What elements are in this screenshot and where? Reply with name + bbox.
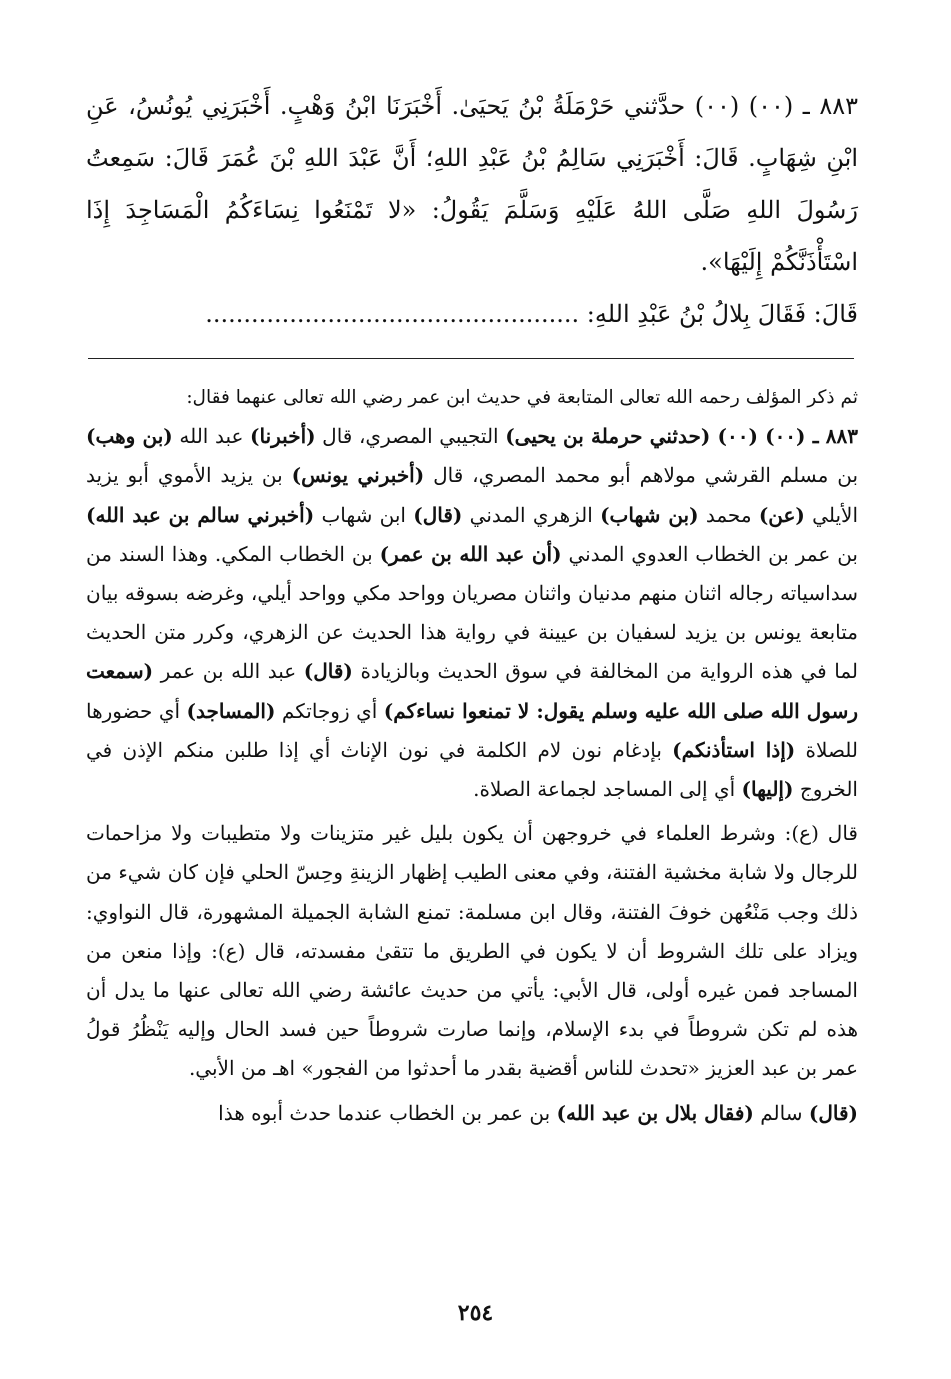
hadith-text-block — [86, 80, 858, 288]
commentary-paragraph-1 — [86, 417, 858, 809]
page-number: ٢٥٤ — [457, 1300, 494, 1326]
bold-quoted-segment: (إذا استأذنكم) — [672, 737, 796, 762]
commentary-p1-segments: ٨٨٣ ـ (٠٠) (٠٠) (حدثني حرملة بن يحيى) التجيبي المصري، قال (أخبرنا) عبد الله (بن وهب) بن مسلم القرشي مولاهم أبو محمد المصري، قال (أخبرني يونس) بن يزيد الأموي أبو يزيد الأيلي (عن) محمد (بن شهاب) الزهري المدني (قال) ابن شهاب (أخبرني سالم بن عبد الله) بن عمر بن الخطاب العدوي المدني (أن عبد الله بن عمر) بن الخطاب المكي. وهذا السند من سداسياته رجاله اثنان منهم مدنيان واثنان مصريان وواحد مكي وواحد أيلي، وغرضه بسوقه بيان متابعة يونس بن يزيد لسفيان بن عيينة في رواية هذا الحديث عن الزهري، وكرر متن الحديث لما في هذه الرواية من المخالفة في سوق الحديث وبالزيادة (قال) عبد الله بن عمر (سمعت رسول الله صلى الله عليه وسلم يقول: لا تمنعوا نساءكم) أي زوجاتكم (المساجد) أي حضورها للصلاة (إذا استأذنكم) بإدغام نون لام الكلمة في نون الإناث أي إذا طلبن منكم الإذن في الخروج (إليها) أي إلى المساجد لجماعة الصلاة. — [86, 424, 859, 802]
hadith-matn: ٨٨٣ ـ (٠٠) (٠٠) حدَّثني حَرْمَلَةُ بْنُ يَحيَىٰ. أَخْبَرَنَا ابْنُ وَهْبٍ. أَخْبَرَنِي يُونُسُ، عَنِ ابْنِ شِهَابٍ. قَالَ: أَخْبَرَنِي سَالِمُ بْنُ عَبْدِ اللهِ؛ أَنَّ عَبْدَ اللهِ بْنَ عُمَرَ قَالَ: سَمِعتُ رَسُولَ اللهِ صَلَّى اللهُ عَلَيْهِ وَسَلَّمَ يَقُولُ: «لا تَمْنَعُوا نِسَاءَكُمُ الْمَسَاجِدَ إِذَا اسْتَأْذَنَّكُمْ إِلَيْهَا». — [86, 92, 858, 276]
bold-quoted-segment: (أخبرنا) — [250, 424, 316, 449]
commentary-block — [86, 378, 858, 1133]
commentary-p3-segments: (قال) سالم (فقال بلال بن عبد الله) بن عمر بن الخطاب عندما حدث أبوه هذا — [218, 1100, 858, 1125]
ellipsis-dots: ................................................. — [205, 300, 580, 328]
commentary-paragraph-2: قال (ع): وشرط العلماء في خروجهن أن يكون بليل غير متزينات ولا متطيبات ولا مزاحمات للرجال ولا شابة مخشية الفتنة، وفي معنى الطيب إظهار الزينةِ وحِسّ الحلي فإن كان شيء من ذلك وجب مَنْعُهن خوفَ الفتنة، وقال ابن مسلمة: تمنع الشابة الجميلة المشهورة، قال النواوي: ويزاد على تلك الشروط أن لا يكون في الطريق ما تتقىٰ مفسدته، قال (ع): وإذا منعن من المساجد فمن غيره أولى، قال الأبي: يأتي من حديث عائشة رضي الله تعالى عنها ما يدل أن هذه لم تكن شروطاً في بدء الإسلام، وإنما صارت شروطاً حين فسد الحال وإليه يَنْظُرُ قولُ عمر بن عبد العزيز «تحدث للناس أقضية بقدر ما أحدثوا من الفجور» اهـ من الأبي. — [86, 821, 859, 1081]
bold-quoted-segment: (عن) — [758, 502, 805, 527]
bold-quoted-segment: (أن عبد الله بن عمر) — [379, 541, 562, 566]
bold-quoted-segment: (قال) — [413, 502, 463, 527]
bold-quoted-segment: ٨٨٣ ـ (٠٠) (٠٠) (حدثني حرملة بن يحيى) — [505, 424, 859, 449]
bold-quoted-segment: (فقال بلال بن عبد الله) — [556, 1100, 754, 1125]
bold-quoted-segment: (المساجد) — [186, 698, 276, 723]
bold-quoted-segment: (قال) — [808, 1100, 858, 1125]
commentary-intro: ثم ذكر المؤلف رحمه الله تعالى المتابعة في حديث ابن عمر رضي الله تعالى عنهما فقال: — [186, 387, 858, 408]
bold-quoted-segment: (إليها) — [741, 777, 794, 802]
bold-quoted-segment: (بن شهاب) — [600, 502, 699, 527]
bold-quoted-segment: (سمعت رسول الله صلى الله عليه وسلم يقول: لا تمنعوا نساءكم) — [86, 659, 858, 723]
commentary-paragraph-3 — [86, 1094, 858, 1133]
bold-quoted-segment: (أخبرني سالم بن عبد الله) — [86, 502, 315, 527]
footnote-divider — [88, 358, 854, 359]
qala-text: قَالَ: فَقَالَ بِلالُ بْنُ عَبْدِ اللهِ: — [586, 300, 858, 328]
bold-quoted-segment: (أخبرني يونس) — [291, 463, 425, 488]
bold-quoted-segment: (بن وهب) — [86, 424, 173, 449]
bold-quoted-segment: (قال) — [303, 659, 353, 684]
qala-line — [86, 288, 858, 340]
